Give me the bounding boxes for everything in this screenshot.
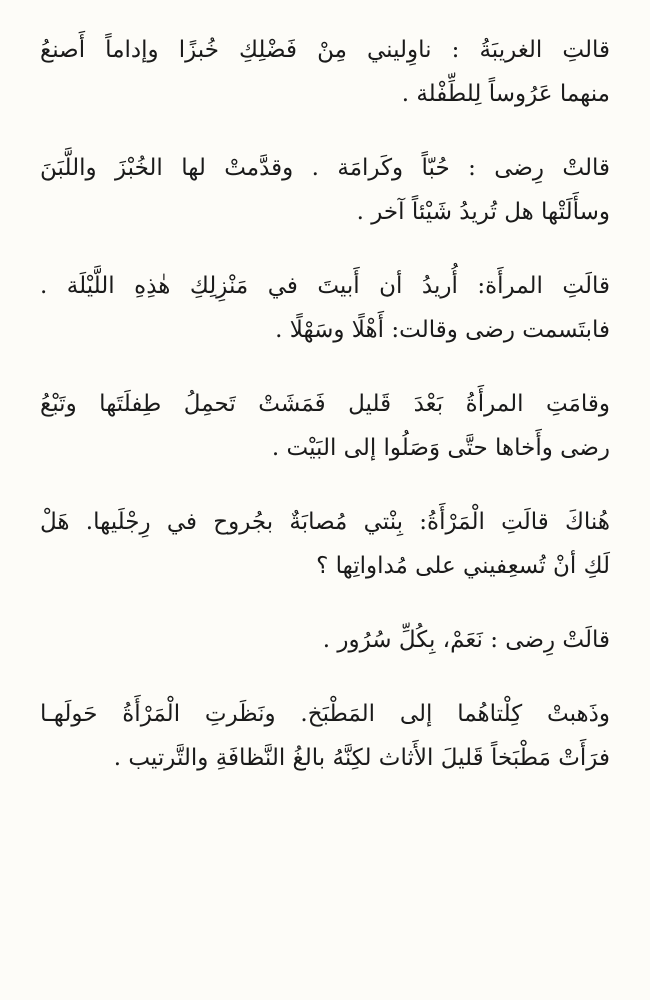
paragraph-1 <box>40 28 610 116</box>
text-line: لَكِ أنْ تُسعِفيني على مُداواتِها ؟ <box>316 553 610 579</box>
paragraph-4 <box>40 382 610 470</box>
text-line: قالتْ رِضى : حُبّاً وكَرامَة . وقدَّمتْ لها الخُبْزَ واللَّبَنَ <box>40 155 610 181</box>
paragraph-5 <box>40 500 610 588</box>
paragraph-6 <box>40 618 610 662</box>
text-line: وقامَتِ المرأَةُ بَعْدَ قَليل فَمَشَتْ تَحمِلُ طِفلَتَها وتَبْعُ <box>40 391 610 417</box>
text-line: قالَتْ رِضى : نَعَمْ، بِكُلِّ سُرُور . <box>322 627 610 653</box>
text-line: رضى وأَخاها حتَّى وَصَلُوا إلى البَيْت . <box>271 435 610 461</box>
text-line: قالَتِ المرأَة: أُريدُ أن أَبيتَ في مَنْزِلِكِ هٰذِهِ اللَّيْلَة . <box>40 273 610 299</box>
paragraph-2 <box>40 146 610 234</box>
text-line: وسأَلَتْها هل تُريدُ شَيْئاً آخر . <box>356 199 610 225</box>
text-line: وذَهبتْ كِلْتاهُما إلى المَطْبَخ. ونَظَرتِ الْمَرْأَةُ حَولَهـا <box>40 701 610 727</box>
text-line: فرَأَتْ مَطْبَخاً قَليلَ الأَثاث لكِنَّهُ بالغُ النَّظافَةِ والتَّرتيب . <box>113 745 610 771</box>
text-line: منهما عَرُوساً لِلطِّفْلة . <box>401 81 610 107</box>
paragraph-7 <box>40 692 610 780</box>
page-text <box>40 28 610 780</box>
text-line: قالتِ الغريبَةُ : ناوِليني مِنْ فَضْلِكِ خُبزًا وإداماً أَصنعُ <box>40 37 610 63</box>
text-line: هُناكَ قالَتِ الْمَرْأَةُ: بِنْتي مُصابَةٌ بجُروح في رِجْلَيها. هَلْ <box>40 509 610 535</box>
text-line: فابتَسمت رضى وقالت: أَهْلًا وسَهْلًا . <box>275 317 610 343</box>
paragraph-3 <box>40 264 610 352</box>
